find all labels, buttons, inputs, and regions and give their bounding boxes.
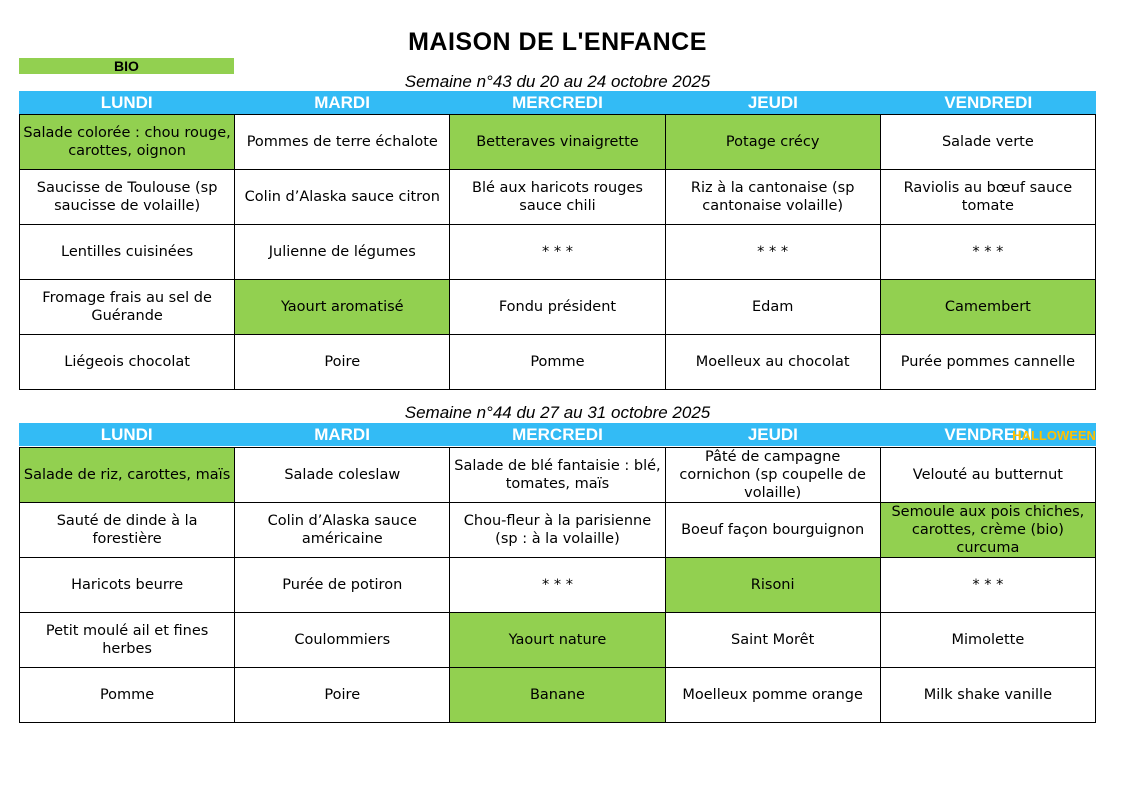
- day-header: MARDI: [314, 93, 370, 112]
- menu-cell: Edam: [665, 280, 880, 335]
- menu-cell: Boeuf façon bourguignon: [665, 503, 880, 558]
- table-row: [20, 115, 1096, 170]
- menu-cell: Banane: [450, 668, 665, 723]
- menu-cell: Fromage frais au sel de Guérande: [20, 280, 235, 335]
- menu-cell: Salade de blé fantaisie : blé, tomates, maïs: [450, 448, 665, 503]
- days-header: [19, 91, 1096, 114]
- menu-cell: Fondu président: [450, 280, 665, 335]
- bio-legend: BIO: [19, 58, 234, 74]
- halloween-note: HALLOWEEN: [1012, 428, 1096, 443]
- table-row: [20, 668, 1096, 723]
- menu-cell: Camembert: [880, 280, 1095, 335]
- menu-cell: Salade colorée : chou rouge, carottes, oignon: [20, 115, 235, 170]
- menu-cell: Blé aux haricots rouges sauce chili: [450, 170, 665, 225]
- menu-cell: Colin d’Alaska sauce citron: [235, 170, 450, 225]
- day-header: MERCREDI: [512, 425, 603, 444]
- menu-cell: Pâté de campagne cornichon (sp coupelle de volaille): [665, 448, 880, 503]
- table-row: [20, 335, 1096, 390]
- menu-cell: Semoule aux pois chiches, carottes, crème (bio) curcuma: [880, 503, 1095, 558]
- menu-cell: Purée de potiron: [235, 558, 450, 613]
- week-title: Semaine n°44 du 27 au 31 octobre 2025: [404, 403, 711, 422]
- menu-cell: Potage crécy: [665, 115, 880, 170]
- menu-cell: Purée pommes cannelle: [880, 335, 1095, 390]
- menu-cell: * * *: [665, 225, 880, 280]
- menu-cell: Salade verte: [880, 115, 1095, 170]
- menu-cell: * * *: [450, 225, 665, 280]
- menu-cell: Poire: [235, 335, 450, 390]
- menu-cell: Poire: [235, 668, 450, 723]
- menu-cell: Saucisse de Toulouse (sp saucisse de volaille): [20, 170, 235, 225]
- menu-cell: Coulommiers: [235, 613, 450, 668]
- day-header: [881, 423, 1096, 446]
- menu-cell: Saint Morêt: [665, 613, 880, 668]
- menu-cell: Julienne de légumes: [235, 225, 450, 280]
- day-header: LUNDI: [100, 425, 153, 444]
- table-row: [20, 280, 1096, 335]
- menu-cell: Chou-fleur à la parisienne (sp : à la volaille): [450, 503, 665, 558]
- menu-cell: Moelleux au chocolat: [665, 335, 880, 390]
- table-row: [20, 503, 1096, 558]
- menu-cell: * * *: [880, 558, 1095, 613]
- table-row: [20, 558, 1096, 613]
- day-header: LUNDI: [100, 93, 153, 112]
- menu-cell: Sauté de dinde à la forestière: [20, 503, 235, 558]
- menu-cell: * * *: [880, 225, 1095, 280]
- menu-cell: Salade de riz, carottes, maïs: [20, 448, 235, 503]
- menu-cell: Salade coleslaw: [235, 448, 450, 503]
- table-row: [20, 613, 1096, 668]
- days-header: [19, 423, 1096, 446]
- menu-cell: Moelleux pomme orange: [665, 668, 880, 723]
- menu-cell: Raviolis au bœuf sauce tomate: [880, 170, 1095, 225]
- menu-cell: Haricots beurre: [20, 558, 235, 613]
- menu-cell: Lentilles cuisinées: [20, 225, 235, 280]
- table-row: [20, 225, 1096, 280]
- day-label: VENDREDI: [944, 425, 1033, 444]
- day-header: JEUDI: [747, 93, 798, 112]
- menu-cell: Risoni: [665, 558, 880, 613]
- menu-cell: Velouté au butternut: [880, 448, 1095, 503]
- week-title: Semaine n°43 du 20 au 24 octobre 2025: [404, 72, 711, 91]
- day-header: VENDREDI: [944, 93, 1033, 112]
- menu-table: [19, 447, 1096, 723]
- menu-cell: Yaourt aromatisé: [235, 280, 450, 335]
- menu-cell: Milk shake vanille: [880, 668, 1095, 723]
- menu-cell: Petit moulé ail et fines herbes: [20, 613, 235, 668]
- menu-cell: Riz à la cantonaise (sp cantonaise volaille): [665, 170, 880, 225]
- day-header: MERCREDI: [512, 93, 603, 112]
- table-row: [20, 170, 1096, 225]
- menu-cell: * * *: [450, 558, 665, 613]
- menu-table: [19, 114, 1096, 390]
- menu-cell: Yaourt nature: [450, 613, 665, 668]
- menu-cell: Mimolette: [880, 613, 1095, 668]
- menu-cell: Pommes de terre échalote: [235, 115, 450, 170]
- menu-cell: Pomme: [450, 335, 665, 390]
- day-header: JEUDI: [747, 425, 798, 444]
- table-row: [20, 448, 1096, 503]
- menu-cell: Colin d’Alaska sauce américaine: [235, 503, 450, 558]
- day-header: MARDI: [314, 425, 370, 444]
- menu-cell: Pomme: [20, 668, 235, 723]
- page-title: MAISON DE L'ENFANCE: [408, 28, 707, 56]
- menu-cell: Liégeois chocolat: [20, 335, 235, 390]
- menu-cell: Betteraves vinaigrette: [450, 115, 665, 170]
